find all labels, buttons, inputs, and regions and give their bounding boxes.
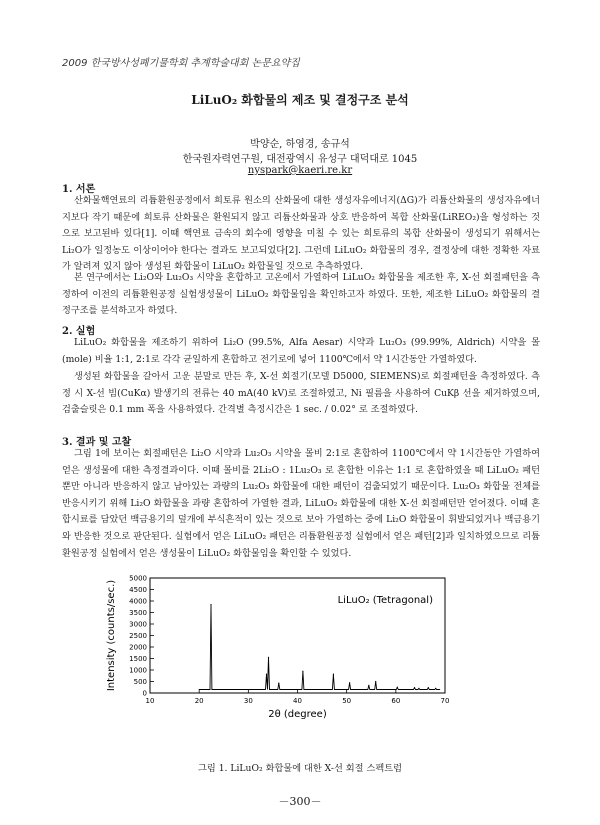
- y-axis-label: Intensity (counts/sec.): [106, 579, 117, 692]
- author-list: 박양순, 하영경, 송규석: [250, 139, 350, 150]
- legend-label: LiLuO₂ (Tetragonal): [337, 595, 433, 606]
- y-tick-label: 3500: [129, 609, 147, 617]
- paper-title: LiLuO₂ 화합물의 제조 및 결정구조 분석: [191, 93, 409, 107]
- diffraction-peak: [397, 687, 398, 688]
- diffraction-peak: [414, 687, 415, 688]
- x-tick-label: 70: [440, 697, 450, 705]
- y-tick-label: 1500: [129, 655, 147, 663]
- diffraction-peak: [368, 685, 369, 686]
- plot-area: [106, 575, 449, 721]
- figure-caption: 그림 1. LiLuO₂ 화합물에 대한 X-선 회절 스펙트럼: [198, 763, 402, 774]
- results-paragraph-1: 그림 1에 보이는 회절패턴은 Li₂O 시약과 Lu₂O₃ 시약을 몰비 2:1로 혼합하여 1100℃에서 약 1시간동안 가열하여 얻은 생성물에 대한 측정결과이다. 이때 몰비를 2Li₂O : 1Lu₂O₃ 로 혼합한 이유는 1:1 로 혼합하였을 때 LiLuO₂ 패턴뿐만 아니라 반응하지 않고 남아있는 과량의 Lu₂O₃ 화합물에 대한 패턴이 검출되었기 때문이다. Lu₂O₃ 화합물 전체를 반응시키기 위해 Li₂O 화합물을 과량 혼합하여 가열한 결과, LiLuO₂ 화합물에 대한 X-선 회절패턴만 얻어졌다. 이때 혼합시료를 담았던 백금용기의 덮개에 부식흔적이 있는 것으로 보아 가열하는 중에 Li₂O 화합물이 휘발되었거나 백금용기와 반응한 것으로 판단된다. 실험에서 얻은 LiLuO₂ 패턴은 리튬환원공정 실험에서 얻은 패턴[2]과 일치하였으므로 리튬환원공정 실험에서 얻은 생성물이 LiLuO₂ 화합물임을 확인할 수 있었다.: [62, 448, 540, 559]
- intro-paragraph-2: 본 연구에서는 Li₂O와 Lu₂O₃ 시약을 혼합하고 고온에서 가열하여 LiLuO₂ 화합물을 제조한 후, X-선 회절패턴을 측정하여 이전의 리튬환원공정 실험생성물이 LiLuO₂ 화합물임을 확인하고자 하였다. 또한, 제조한 LiLuO₂ 화합물의 결정구조를 분석하고자 하였다.: [62, 272, 540, 317]
- diffraction-peak: [418, 688, 419, 689]
- page-number: －300－: [278, 795, 322, 808]
- email-link[interactable]: nyspark@kaeri.re.kr: [247, 165, 353, 176]
- diffraction-peak: [210, 604, 211, 605]
- diffraction-peak: [302, 671, 303, 672]
- diffraction-peak: [266, 674, 267, 675]
- y-tick-label: 500: [133, 678, 147, 686]
- affiliation: 한국원자력연구원, 대전광역시 유성구 대덕대로 1045: [182, 154, 418, 165]
- proceedings-header: 2009 한국방사성폐기물학회 추계학술대회 논문요약집: [62, 58, 300, 69]
- diffraction-peak: [375, 681, 376, 682]
- y-tick-label: 5000: [129, 574, 147, 583]
- diffraction-peak: [268, 657, 269, 658]
- y-tick-label: 2000: [129, 643, 147, 652]
- y-tick-label: 3000: [129, 620, 147, 629]
- x-tick-label: 20: [194, 697, 204, 705]
- xrd-chart: [100, 571, 460, 726]
- x-tick-label: 10: [145, 697, 155, 705]
- diffraction-peak: [435, 688, 436, 689]
- y-tick-label: 0: [142, 689, 147, 698]
- experiment-paragraph-2: 생성된 화합물을 갈아서 고운 분말로 만든 후, X-선 회절기(모델 D5000, SIEMENS)로 회절패턴을 측정하였다. 측정 시 X-선 빔(CuKα) 발생기의 전류는 40 mA(40 kV)로 조절하였고, Ni 필름을 사용하여 CuKβ 선을 제거하였으며, 검출슬릿은 0.1 mm 폭을 사용하였다. 간격별 측정시간은 1 sec. / 0.02° 로 조절하였다.: [62, 371, 540, 416]
- section-title-intro: 1. 서론: [62, 184, 96, 195]
- diffraction-peak: [333, 674, 334, 675]
- x-tick-label: 40: [293, 697, 302, 705]
- x-tick-label: 30: [243, 697, 253, 705]
- intro-paragraph-1: 산화물핵연료의 리튬환원공정에서 희토류 원소의 산화물에 대한 생성자유에너지(ΔG)가 리튬산화물의 생성자유에너지보다 작기 때문에 희토류 산화물은 환원되지 않고 리튬산화물과 상호 반응하여 복합 산화물(LiREO₂)을 형성하는 것으로 보고된바 있다[1]. 이때 핵연료 금속의 회수에 영향을 미칠 수 있는 희토류의 복합 산화물이 생성되기 위해서는 Li₂O가 일정농도 이상이어야 한다는 결과도 보고되었다[2]. 그런데 LiLuO₂ 화합물의 경우, 결정상에 대한 정확한 자료가 알려져 있지 않아 생성된 화합물이 LiLuO₂ 화합물일 것으로 추측하였다.: [62, 195, 540, 273]
- x-tick-label: 50: [342, 697, 352, 705]
- experiment-paragraph-1: LiLuO₂ 화합물을 제조하기 위하여 Li₂O (99.5%, Alfa Aesar) 시약과 Lu₂O₃ (99.99%, Aldrich) 시약을 몰(mole) 비율 1:1, 2:1로 각각 균일하게 혼합하고 전기로에 넣어 1100℃에서 약 1시간동안 가열하였다.: [62, 337, 540, 365]
- diffraction-peak: [278, 683, 279, 684]
- x-axis-label: 2θ (degree): [268, 709, 327, 720]
- diffraction-peak: [349, 682, 350, 683]
- y-tick-label: 1000: [129, 666, 147, 675]
- section-title-experiment: 2. 실험: [62, 326, 96, 337]
- diffraction-peak: [428, 687, 429, 688]
- y-tick-label: 2500: [129, 632, 147, 640]
- x-tick-label: 60: [391, 697, 401, 705]
- section-title-results: 3. 결과 및 고찰: [62, 437, 132, 448]
- email-line: [0, 165, 600, 176]
- y-tick-label: 4500: [129, 586, 147, 594]
- y-tick-label: 4000: [129, 597, 147, 606]
- xrd-spectrum-line: [199, 605, 440, 690]
